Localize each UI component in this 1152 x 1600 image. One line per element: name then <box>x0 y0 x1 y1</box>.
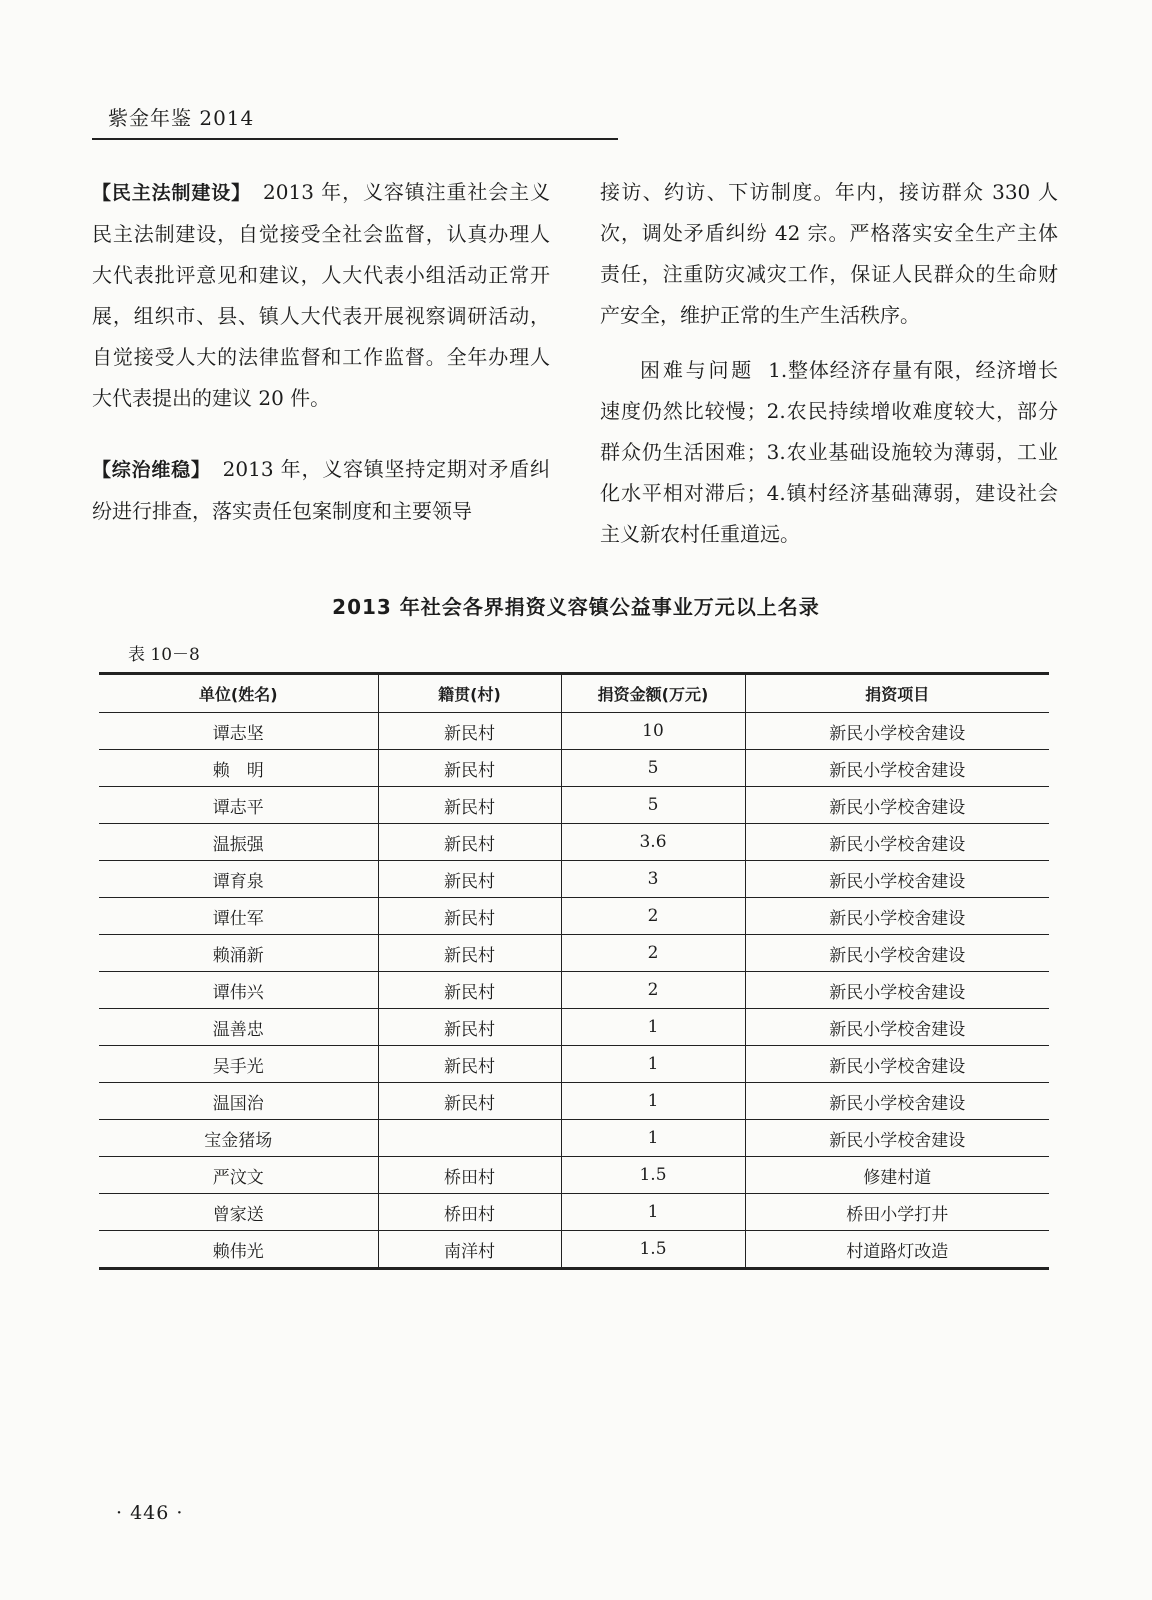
cell-project: 新民小学校舍建设 <box>745 1120 1049 1157</box>
cell-amount: 3 <box>561 861 745 898</box>
table-header-row <box>99 674 1049 713</box>
paragraph-text: 2013 年，义容镇注重社会主义民主法制建设，自觉接受全社会监督，认真办理人大代表批评意见和建议，人大代表小组活动正常开展，组织市、县、镇人大代表开展视察调研活动，自觉接受人大的法律监督和工作监督。全年办理人大代表提出的建议 20 件。 <box>92 180 550 410</box>
cell-donor: 吴手光 <box>99 1046 378 1083</box>
cell-donor: 严汶文 <box>99 1157 378 1194</box>
cell-project: 桥田小学打井 <box>745 1194 1049 1231</box>
column-header-donor: 单位(姓名) <box>99 674 378 713</box>
cell-project: 新民小学校舍建设 <box>745 972 1049 1009</box>
cell-village: 新民村 <box>378 1046 561 1083</box>
cell-project: 新民小学校舍建设 <box>745 1083 1049 1120</box>
cell-amount: 1.5 <box>561 1157 745 1194</box>
right-column <box>600 172 1058 555</box>
cell-village: 新民村 <box>378 861 561 898</box>
cell-donor: 赖伟光 <box>99 1231 378 1269</box>
cell-project: 新民小学校舍建设 <box>745 713 1049 750</box>
table-row <box>99 787 1049 824</box>
cell-amount: 1 <box>561 1009 745 1046</box>
cell-village <box>378 1120 561 1157</box>
paragraph-text: 1.整体经济存量有限，经济增长速度仍然比较慢；2.农民持续增收难度较大，部分群众仍生活困难；3.农业基础设施较为薄弱，工业化水平相对滞后；4.镇村经济基础薄弱，建设社会主义新农村任重道远。 <box>600 358 1058 546</box>
cell-project: 新民小学校舍建设 <box>745 898 1049 935</box>
cell-project: 新民小学校舍建设 <box>745 750 1049 787</box>
cell-village: 南洋村 <box>378 1231 561 1269</box>
cell-donor: 赖涌新 <box>99 935 378 972</box>
header-rule <box>92 138 618 140</box>
left-column <box>92 172 550 532</box>
cell-donor: 赖 明 <box>99 750 378 787</box>
paragraph-problems <box>600 350 1058 555</box>
cell-amount: 1 <box>561 1083 745 1120</box>
cell-project: 新民小学校舍建设 <box>745 1046 1049 1083</box>
cell-village: 新民村 <box>378 972 561 1009</box>
table-row <box>99 750 1049 787</box>
section-tag-democracy-law: 【民主法制建设】 <box>92 182 252 204</box>
paragraph-stability-continued: 接访、约访、下访制度。年内，接访群众 330 人次，调处矛盾纠纷 42 宗。严格落实安全生产主体责任，注重防灾减灾工作，保证人民群众的生命财产安全，维护正常的生产生活秩序。 <box>600 180 1058 327</box>
cell-amount: 3.6 <box>561 824 745 861</box>
cell-project: 新民小学校舍建设 <box>745 861 1049 898</box>
table-row <box>99 1083 1049 1120</box>
cell-project: 新民小学校舍建设 <box>745 824 1049 861</box>
cell-village: 新民村 <box>378 1009 561 1046</box>
cell-donor: 谭伟兴 <box>99 972 378 1009</box>
table-row <box>99 898 1049 935</box>
cell-village: 新民村 <box>378 935 561 972</box>
cell-amount: 2 <box>561 935 745 972</box>
column-header-project: 捐资项目 <box>745 674 1049 713</box>
table-row <box>99 1046 1049 1083</box>
table-row <box>99 1194 1049 1231</box>
cell-amount: 2 <box>561 972 745 1009</box>
cell-amount: 1.5 <box>561 1231 745 1269</box>
cell-village: 新民村 <box>378 1083 561 1120</box>
cell-donor: 温善忠 <box>99 1009 378 1046</box>
running-title: 紫金年鉴 2014 <box>108 106 255 130</box>
table-title: 2013 年社会各界捐资义容镇公益事业万元以上名录 <box>332 595 820 619</box>
table-row <box>99 1009 1049 1046</box>
cell-village: 新民村 <box>378 787 561 824</box>
cell-donor: 宝金猪场 <box>99 1120 378 1157</box>
cell-donor: 曾家送 <box>99 1194 378 1231</box>
cell-donor: 谭育泉 <box>99 861 378 898</box>
table-row <box>99 972 1049 1009</box>
cell-village: 桥田村 <box>378 1194 561 1231</box>
table-row <box>99 1120 1049 1157</box>
cell-donor: 谭志平 <box>99 787 378 824</box>
table-row <box>99 824 1049 861</box>
section-tag-problems: 困难与问题 <box>640 358 755 382</box>
section-tag-stability: 【综治维稳】 <box>92 459 211 481</box>
cell-amount: 5 <box>561 750 745 787</box>
cell-village: 桥田村 <box>378 1157 561 1194</box>
cell-amount: 1 <box>561 1046 745 1083</box>
cell-donor: 谭志坚 <box>99 713 378 750</box>
cell-amount: 5 <box>561 787 745 824</box>
cell-village: 新民村 <box>378 824 561 861</box>
page-number: · 446 · <box>116 1502 184 1524</box>
cell-project: 新民小学校舍建设 <box>745 935 1049 972</box>
cell-amount: 1 <box>561 1120 745 1157</box>
cell-project: 新民小学校舍建设 <box>745 1009 1049 1046</box>
paragraph-stability <box>92 449 550 532</box>
cell-amount: 2 <box>561 898 745 935</box>
paragraph-text: 2013 年，义容镇坚持定期对矛盾纠纷进行排查，落实责任包案制度和主要领导 <box>92 457 550 523</box>
table-row <box>99 935 1049 972</box>
cell-amount: 10 <box>561 713 745 750</box>
cell-amount: 1 <box>561 1194 745 1231</box>
cell-project: 村道路灯改造 <box>745 1231 1049 1269</box>
table-row <box>99 713 1049 750</box>
column-header-amount: 捐资金额(万元) <box>561 674 745 713</box>
table-row <box>99 861 1049 898</box>
donation-table <box>99 672 1049 1270</box>
table-row <box>99 1157 1049 1194</box>
cell-donor: 温振强 <box>99 824 378 861</box>
cell-project: 新民小学校舍建设 <box>745 787 1049 824</box>
cell-village: 新民村 <box>378 713 561 750</box>
column-header-village: 籍贯(村) <box>378 674 561 713</box>
cell-project: 修建村道 <box>745 1157 1049 1194</box>
table-number: 表 10－8 <box>128 645 200 665</box>
cell-village: 新民村 <box>378 750 561 787</box>
cell-donor: 温国治 <box>99 1083 378 1120</box>
table-row <box>99 1231 1049 1269</box>
cell-donor: 谭仕军 <box>99 898 378 935</box>
paragraph-democracy-law <box>92 172 550 419</box>
cell-village: 新民村 <box>378 898 561 935</box>
